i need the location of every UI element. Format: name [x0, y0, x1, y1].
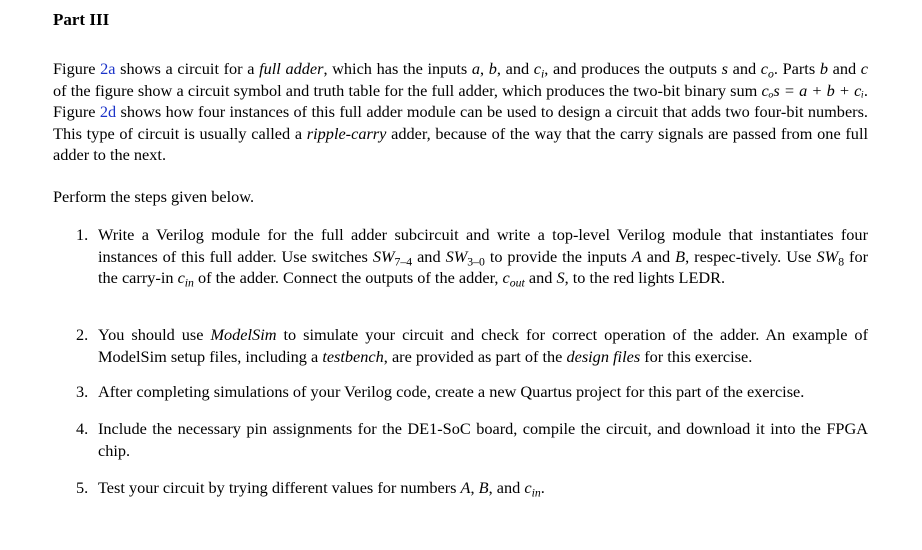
figure-2a-link[interactable]: 2a [100, 59, 116, 78]
figure-2d-link[interactable]: 2d [99, 102, 117, 121]
full-adder-term: full adder [259, 59, 324, 78]
sum-equation: cₒs = a + b + cᵢ [761, 80, 864, 100]
section-heading: Part III [53, 10, 110, 29]
intro-paragraph: Figure 2a shows a circuit for a full adder, which has the inputs a, b, and $c_i$, and produces the outputs s and $c_o$. Parts b and c of the figure show a circuit symbol and truth table for the full adder, which produces the two-bit binary sum cₒs = a + b + cᵢ. Figure 2d shows how four instances of this full adder module can be used to design a circuit that adds two four-bit numbers. This type of circuit is usually called a ripple-carry adder, because of the way that the carry signals are passed from one full adder to the next. [53, 59, 869, 164]
document-page: Part III Figure 2a shows a circuit for a full adder, which has the inputs a, b, and $c_i$, and produces the outputs s and $c_o$. Parts b and c of the figure show a circuit symbol and truth table for the full adder, which produces the two-bit binary sum cₒs = a + b + cᵢ. Figure 2d shows how four instances of this full adder module can be used to design a circuit that adds two four-bit numbers. This type of circuit is usually called a ripple-carry adder, because of the way that the carry signals are passed from one full adder to the next. Perform the steps given below. 1. Write a Verilog module for the full adder subcircuit and write a top-level Verilog module that instantiates four instances of this full adder. Use switches $SW_{7-4}$ and $SW_{3-0}$ to provide the inputs A and B, respec-tively. Use $SW_8$ for the carry-in $c_{in}$ of the adder. Connect the outputs of the adder, $c_{out}$ and S, to the red lights LEDR. 2. You should use ModelSim to simulate your circuit and check for correct operation of the adder. An example of ModelSim setup files, including a testbench, are provided as part of the design files for this exercise. 3. After completing simulations of your Verilog code, create a new Quartus project for this part of the exercise. 4. Include the necessary pin assignments for the DE1-SoC board, compile the circuit, and download it into the FPGA chip. 5. Test your circuit by trying different values for numbers A, B, and $c_{in}$. [53, 10, 869, 500]
instructions-intro: Perform the steps given below. [53, 187, 255, 206]
ripple-carry-term: ripple-carry [306, 123, 387, 143]
